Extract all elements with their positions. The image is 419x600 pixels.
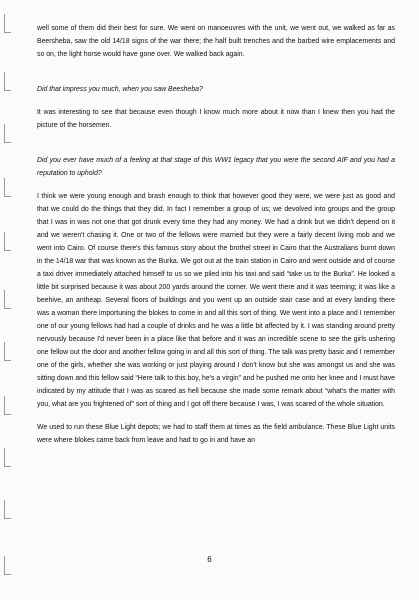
margin-mark (4, 232, 11, 251)
answer-paragraph: We used to run these Blue Light depots; we had to staff them at times as the field ambulance. These Blue Light units were where blokes came back from leave and had to go in and have an (37, 424, 395, 444)
answer-paragraph: well some of them did their best for sure. We went on manoeuvres with the unit, we went out, we walked as far as Beersheba, saw the old 14/18 signs of the war there; the half built trenches and the barbed wire emplacements and so on, the light horse would have gone over. We walked back again. (37, 25, 395, 58)
margin-mark (4, 178, 11, 197)
margin-mark (4, 72, 11, 91)
margin-mark (4, 14, 11, 33)
margin-mark (4, 342, 11, 361)
margin-mark (4, 290, 11, 309)
question-paragraph: Did that impress you much, when you saw Beesheba? (37, 86, 203, 93)
margin-mark (4, 396, 11, 415)
page-number: 6 (207, 555, 212, 564)
margin-mark (4, 124, 11, 143)
binding-margin-marks (0, 0, 14, 600)
question-paragraph: Did you ever have much of a feeling at that stage of this WW1 legacy that you were the second AIF and you had a reputation to uphold? (37, 157, 395, 177)
margin-mark (4, 448, 11, 467)
margin-mark (4, 500, 11, 519)
transcript-body (37, 22, 395, 447)
answer-paragraph: I think we were young enough and brash enough to think that however good they were, we were just as good and that we could do the things that they did. In fact I remember a group of us; we devolved into groups and the group that I was in was not one that got drunk every time they had any money. We had a drink but we didn't depend on it and we weren't chasing it. One or two of the fellows were married but they were a fairly decent living mob and we went into Cairo. Of course there's this famous story about the brothel street in Cairo that the Australians burnt down in the 14/18 war that was known as the Burka. We got out at the train station in Cairo and went outside and of course a taxi driver immediately attached himself to us so we piled into his taxi and said “take us to the Burka”. He looked a little bit surprised because it was about 200 yards around the corner. We went there and it was teeming; it was like a beehive, an antheap. Several floors of buildings and you went up an outside stair case and at every landing there was a woman there importuning the blokes to come in and all this sort of thing. We went into a place and I remember one of our young fellows had had a couple of drinks and he was a little bit affected by it. I was standing around pretty nervously because I'd never been in a place like that before and it was an incredible scene to see the girls ushering one fellow out the door and another fellow going in and all this sort of thing. The talk was pretty basic and I remember one of the girls, whether she was working or just playing around I don't know but she was amongst us and she was sitting down and this fellow said “Here talk to this boy, he's a virgin” and he pushed me onto her knee and I must have indicated by my attitude that I was as scared as hell because she made some remark about “what's the matter with you, what are you frightened of” sort of thing and I got off there because I was, I was scared of the whole situation. (37, 193, 395, 408)
answer-paragraph: It was interesting to see that because even though I know much more about it now than I knew then you had the picture of the horsemen. (37, 109, 395, 129)
